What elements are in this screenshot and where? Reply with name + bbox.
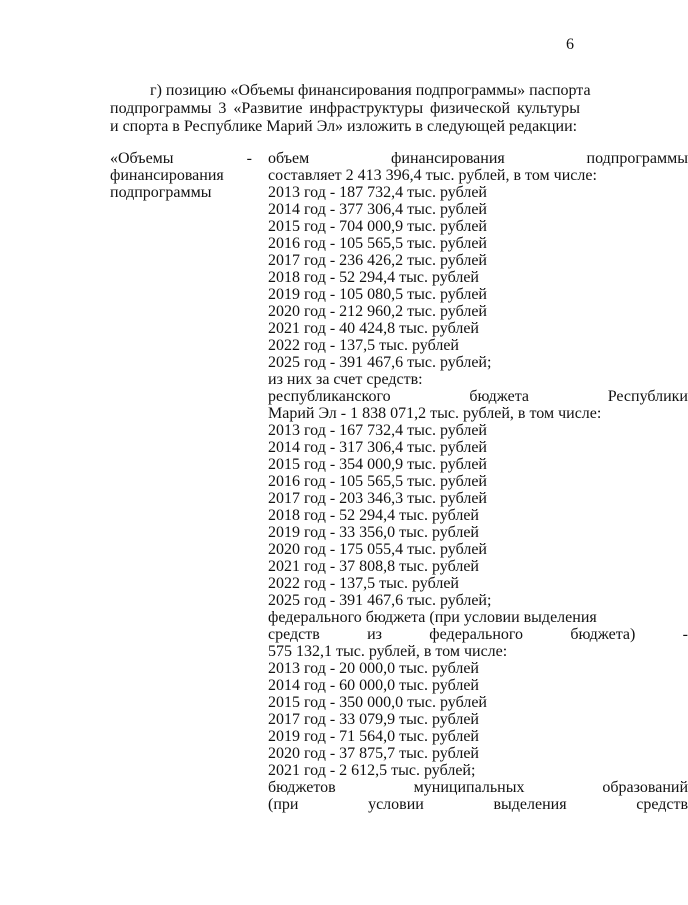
passport-label-line: финансирования xyxy=(110,167,224,184)
funding-line: 2021 год - 2 612,5 тыс. рублей; xyxy=(268,762,476,779)
funding-line: 2017 год - 236 426,2 тыс. рублей xyxy=(268,252,487,269)
intro-line: подпрограммы 3 «Развитие инфраструктуры физической культуры xyxy=(110,100,580,117)
funding-line: 2021 год - 37 808,8 тыс. рублей xyxy=(268,558,479,575)
funding-line: республиканского бюджета Республики xyxy=(268,388,688,405)
funding-line: 2022 год - 137,5 тыс. рублей xyxy=(268,575,459,592)
funding-line: (при условии выделения средств xyxy=(268,796,688,813)
funding-line: объем финансирования подпрограммы xyxy=(268,150,688,167)
funding-line: 575 132,1 тыс. рублей, в том числе: xyxy=(268,643,508,660)
funding-line: 2020 год - 212 960,2 тыс. рублей xyxy=(268,303,487,320)
passport-dash: - xyxy=(246,150,252,167)
funding-line: 2015 год - 350 000,0 тыс. рублей xyxy=(268,694,487,711)
funding-line: 2013 год - 187 732,4 тыс. рублей xyxy=(268,184,487,201)
funding-line: из них за счет средств: xyxy=(268,371,423,388)
funding-line: 2019 год - 33 356,0 тыс. рублей xyxy=(268,524,479,541)
funding-line: 2014 год - 60 000,0 тыс. рублей xyxy=(268,677,479,694)
intro-line: г) позицию «Объемы финансирования подпрограммы» паспорта xyxy=(150,82,591,99)
passport-label-line: подпрограммы xyxy=(110,184,212,201)
funding-line: 2018 год - 52 294,4 тыс. рублей xyxy=(268,507,479,524)
funding-line: 2018 год - 52 294,4 тыс. рублей xyxy=(268,269,479,286)
funding-line: 2019 год - 71 564,0 тыс. рублей xyxy=(268,728,479,745)
funding-line: 2020 год - 37 875,7 тыс. рублей xyxy=(268,745,479,762)
funding-line: 2013 год - 167 732,4 тыс. рублей xyxy=(268,422,487,439)
funding-line: 2013 год - 20 000,0 тыс. рублей xyxy=(268,660,479,677)
funding-line: 2025 год - 391 467,6 тыс. рублей; xyxy=(268,592,492,609)
funding-line: Марий Эл - 1 838 071,2 тыс. рублей, в том числе: xyxy=(268,405,602,422)
passport-label-line xyxy=(110,150,252,167)
passport-value-column xyxy=(268,150,688,813)
funding-line: 2017 год - 33 079,9 тыс. рублей xyxy=(268,711,479,728)
passport-label-text: «Объемы xyxy=(110,150,174,167)
intro-paragraph xyxy=(110,82,591,136)
funding-line: 2014 год - 377 306,4 тыс. рублей xyxy=(268,201,487,218)
funding-line: федерального бюджета (при условии выделения xyxy=(268,609,597,626)
funding-line: 2017 год - 203 346,3 тыс. рублей xyxy=(268,490,487,507)
funding-line: 2020 год - 175 055,4 тыс. рублей xyxy=(268,541,487,558)
funding-line: 2025 год - 391 467,6 тыс. рублей; xyxy=(268,354,492,371)
funding-line: 2014 год - 317 306,4 тыс. рублей xyxy=(268,439,487,456)
funding-line: 2016 год - 105 565,5 тыс. рублей xyxy=(268,473,487,490)
page-number: 6 xyxy=(566,36,574,53)
funding-line: бюджетов муниципальных образований xyxy=(268,779,688,796)
funding-line: 2015 год - 354 000,9 тыс. рублей xyxy=(268,456,487,473)
funding-line: 2015 год - 704 000,9 тыс. рублей xyxy=(268,218,487,235)
funding-line: средств из федерального бюджета) - xyxy=(268,626,688,643)
funding-line: 2022 год - 137,5 тыс. рублей xyxy=(268,337,459,354)
funding-line: составляет 2 413 396,4 тыс. рублей, в том числе: xyxy=(268,167,597,184)
funding-line: 2016 год - 105 565,5 тыс. рублей xyxy=(268,235,487,252)
passport-label-column xyxy=(110,150,252,201)
funding-line: 2021 год - 40 424,8 тыс. рублей xyxy=(268,320,479,337)
intro-line: и спорта в Республике Марий Эл» изложить в следующей редакции: xyxy=(110,118,578,135)
funding-line: 2019 год - 105 080,5 тыс. рублей xyxy=(268,286,487,303)
